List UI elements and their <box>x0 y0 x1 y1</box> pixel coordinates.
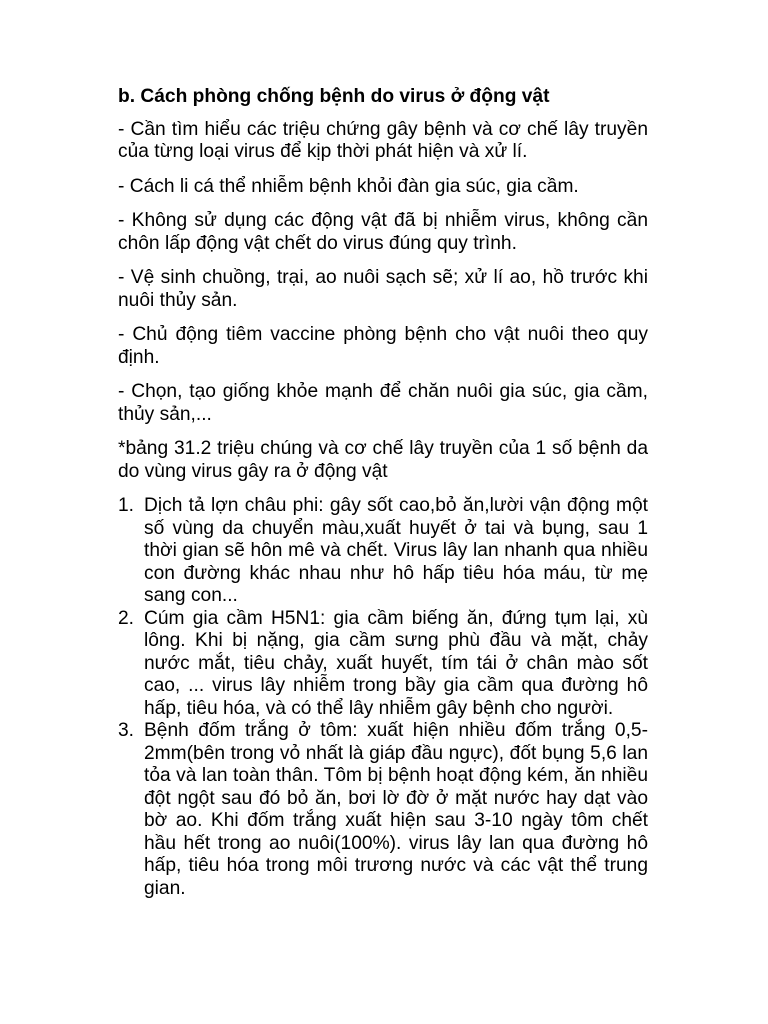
list-item-text: Cúm gia cầm H5N1: gia cầm biếng ăn, đứng tụm lại, xù lông. Khi bị nặng, gia cầm sưng phù đầu và mặt, chảy nước mắt, tiêu chảy, xuất huyết, tím tái ở chân mào sốt cao, ... virus lây nhiễm trong bầy gia cầm qua đường hô hấp, tiêu hóa, và có thể lây nhiễm gây bệnh cho người. <box>144 607 648 719</box>
list-item <box>118 720 648 900</box>
list-item-text: Bệnh đốm trắng ở tôm: xuất hiện nhiều đốm trắng 0,5-2mm(bên trong vỏ nhất là giáp đầu ngực), đốt bụng 5,6 lan tỏa và lan toàn thân. Tôm bị bệnh hoạt động kém, ăn nhiều đột ngột sau đó bỏ ăn, bơi lờ đờ ở mặt nước hay dạt vào bờ ao. Khi đốm trắng xuất hiện sau 3-10 ngày tôm chết hầu hết trong ao nuôi(100%). virus lây lan qua đường hô hấp, tiêu hóa trong môi trương nước và các vật thể trung gian. <box>144 720 648 899</box>
list-item <box>118 495 648 608</box>
table-caption: *bảng 31.2 triệu chúng và cơ chế lây truyền của 1 số bệnh da do vùng virus gây ra ở động vật <box>118 438 648 482</box>
disease-list <box>118 495 648 900</box>
list-item-text: Dịch tả lợn châu phi: gây sốt cao,bỏ ăn,lười vận động một số vùng da chuyển màu,xuất huyết ở tai và bụng, sau 1 thời gian sẽ hôn mê và chết. Virus lây lan nhanh qua nhiều con đường khác nhau như hô hấp tiêu hóa máu, từ mẹ sang con... <box>144 495 648 606</box>
paragraph-vaccine: - Chủ động tiêm vaccine phòng bệnh cho vật nuôi theo quy định. <box>118 324 648 368</box>
list-item-number: 3. <box>118 720 135 741</box>
paragraph-hygiene: - Vệ sinh chuồng, trại, ao nuôi sạch sẽ; xử lí ao, hồ trước khi nuôi thủy sản. <box>118 267 648 311</box>
list-item-number: 1. <box>118 495 135 516</box>
paragraph-isolation: - Cách li cá thể nhiễm bệnh khỏi đàn gia súc, gia cầm. <box>118 175 579 197</box>
list-item-number: 2. <box>118 607 135 629</box>
section-title: b. Cách phòng chống bệnh do virus ở động vật <box>118 86 550 107</box>
paragraph-no-infected-animals: - Không sử dụng các động vật đã bị nhiễm virus, không cần chôn lấp động vật chết do virus đúng quy trình. <box>118 210 648 254</box>
list-item <box>118 608 648 721</box>
paragraph-symptoms: - Cần tìm hiểu các triệu chứng gây bệnh và cơ chế lây truyền của từng loại virus để kịp thời phát hiện và xử lí. <box>118 118 648 162</box>
paragraph-breeding: - Chọn, tạo giống khỏe mạnh để chăn nuôi gia súc, gia cầm, thủy sản,... <box>118 381 648 425</box>
document-page <box>118 86 648 900</box>
